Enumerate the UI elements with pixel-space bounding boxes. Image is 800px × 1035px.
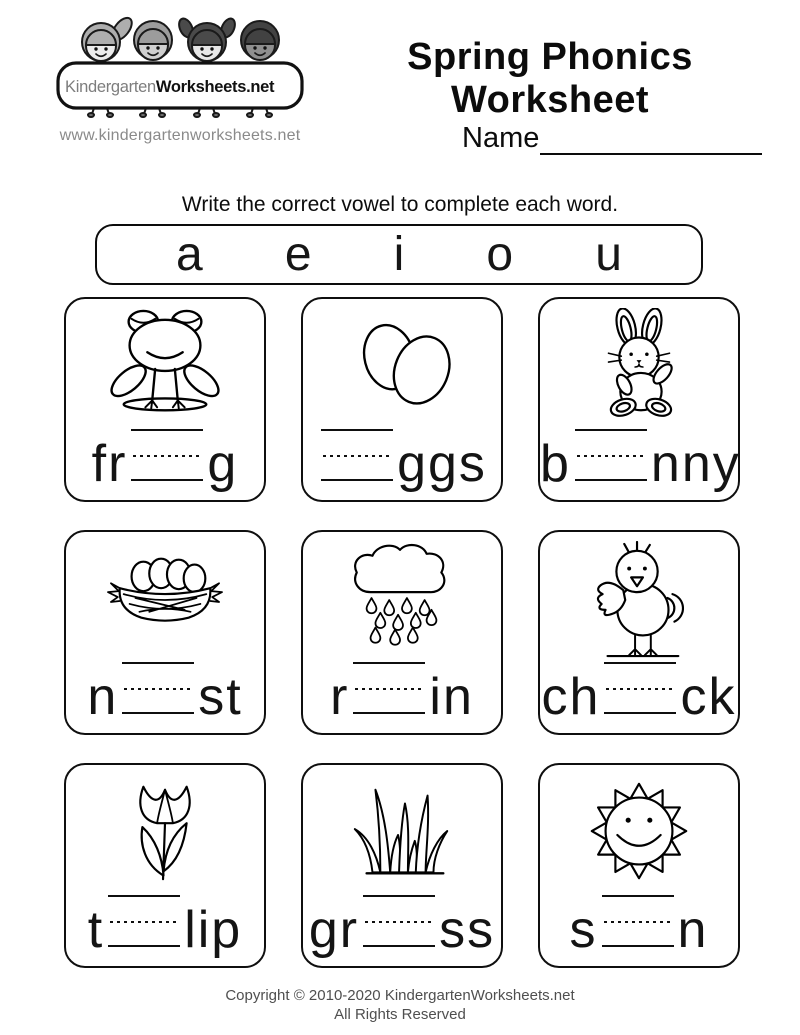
logo-text-worksheets-net: Worksheets.net — [155, 78, 275, 96]
vowel-blank[interactable] — [321, 429, 393, 481]
word-prefix: b — [540, 435, 571, 493]
picture-nest — [66, 537, 264, 659]
word-suffix: ck — [680, 668, 737, 726]
picture-chick — [540, 537, 738, 659]
logo-kids-banner-graphic — [55, 12, 305, 118]
word-prefix: ch — [541, 668, 601, 726]
word-suffix: ss — [439, 901, 496, 959]
word-grass — [303, 895, 501, 959]
vowel-blank[interactable] — [108, 895, 180, 947]
card-bunny — [538, 297, 740, 502]
footer — [0, 987, 800, 1024]
word-prefix: n — [87, 668, 119, 726]
kindergartenworksheets-logo — [55, 12, 305, 145]
vowel-letter-o: o — [486, 227, 514, 281]
vowel-letter-e: e — [284, 227, 312, 281]
card-grass — [301, 763, 503, 968]
cards-grid — [64, 297, 740, 968]
picture-eggs — [303, 304, 501, 426]
word-rain — [303, 662, 501, 726]
bunny-drawing-icon — [559, 308, 719, 426]
vowel-blank[interactable] — [353, 662, 425, 714]
logo-text-kindergarten: Kindergarten — [65, 78, 156, 96]
vowel-blank[interactable] — [363, 895, 435, 947]
eggs-drawing-icon — [322, 308, 482, 426]
name-row — [462, 122, 762, 155]
svg-text:KindergartenWorksheets.net — [65, 78, 275, 96]
word-prefix: r — [330, 668, 350, 726]
picture-bunny — [540, 304, 738, 426]
card-nest — [64, 530, 266, 735]
word-suffix: nny — [650, 435, 741, 493]
word-prefix: gr — [308, 901, 360, 959]
word-suffix: ggs — [397, 435, 487, 493]
picture-grass — [303, 770, 501, 892]
picture-frog — [66, 304, 264, 426]
website-url: www.kindergartenworksheets.net — [59, 127, 301, 144]
sun-drawing-icon — [559, 774, 719, 892]
copyright-line: Copyright © 2010-2020 KindergartenWorksheets.net — [225, 987, 575, 1004]
vowel-blank[interactable] — [604, 662, 676, 714]
frog-drawing-icon — [85, 308, 245, 426]
grass-drawing-icon — [322, 774, 482, 892]
word-frog — [66, 429, 264, 493]
word-bunny — [540, 429, 741, 493]
card-tulip — [64, 763, 266, 968]
vowel-letter-a: a — [176, 227, 203, 281]
name-label: Name — [462, 122, 540, 154]
word-eggs — [303, 429, 501, 493]
chick-drawing-icon — [559, 541, 719, 659]
word-prefix: s — [569, 901, 598, 959]
instruction-text: Write the correct vowel to complete each word. — [181, 193, 619, 216]
card-rain — [301, 530, 503, 735]
rain-drawing-icon — [322, 541, 482, 659]
picture-sun — [540, 770, 738, 892]
word-suffix: g — [207, 435, 239, 493]
vowel-letter-u: u — [595, 227, 622, 281]
vowel-bank — [95, 224, 703, 285]
word-sun — [540, 895, 738, 959]
vowel-blank[interactable] — [131, 429, 203, 481]
card-chick — [538, 530, 740, 735]
vowel-blank[interactable] — [602, 895, 674, 947]
picture-tulip — [66, 770, 264, 892]
card-frog — [64, 297, 266, 502]
vowel-blank[interactable] — [122, 662, 194, 714]
word-nest — [66, 662, 264, 726]
word-prefix: t — [87, 901, 105, 959]
card-sun — [538, 763, 740, 968]
name-input-line[interactable] — [540, 122, 762, 155]
tulip-drawing-icon — [85, 774, 245, 892]
picture-rain — [303, 537, 501, 659]
word-suffix: in — [429, 668, 474, 726]
word-suffix: n — [677, 901, 709, 959]
rights-line: All Rights Reserved — [334, 1005, 466, 1023]
word-suffix: st — [198, 668, 243, 726]
word-chick — [540, 662, 738, 726]
word-prefix: fr — [91, 435, 128, 493]
page-title: Spring Phonics Worksheet — [407, 36, 693, 121]
vowel-letter-i: i — [393, 227, 405, 281]
vowel-blank[interactable] — [575, 429, 647, 481]
word-suffix: lip — [184, 901, 243, 959]
word-tulip — [66, 895, 264, 959]
nest-drawing-icon — [85, 541, 245, 659]
card-eggs — [301, 297, 503, 502]
